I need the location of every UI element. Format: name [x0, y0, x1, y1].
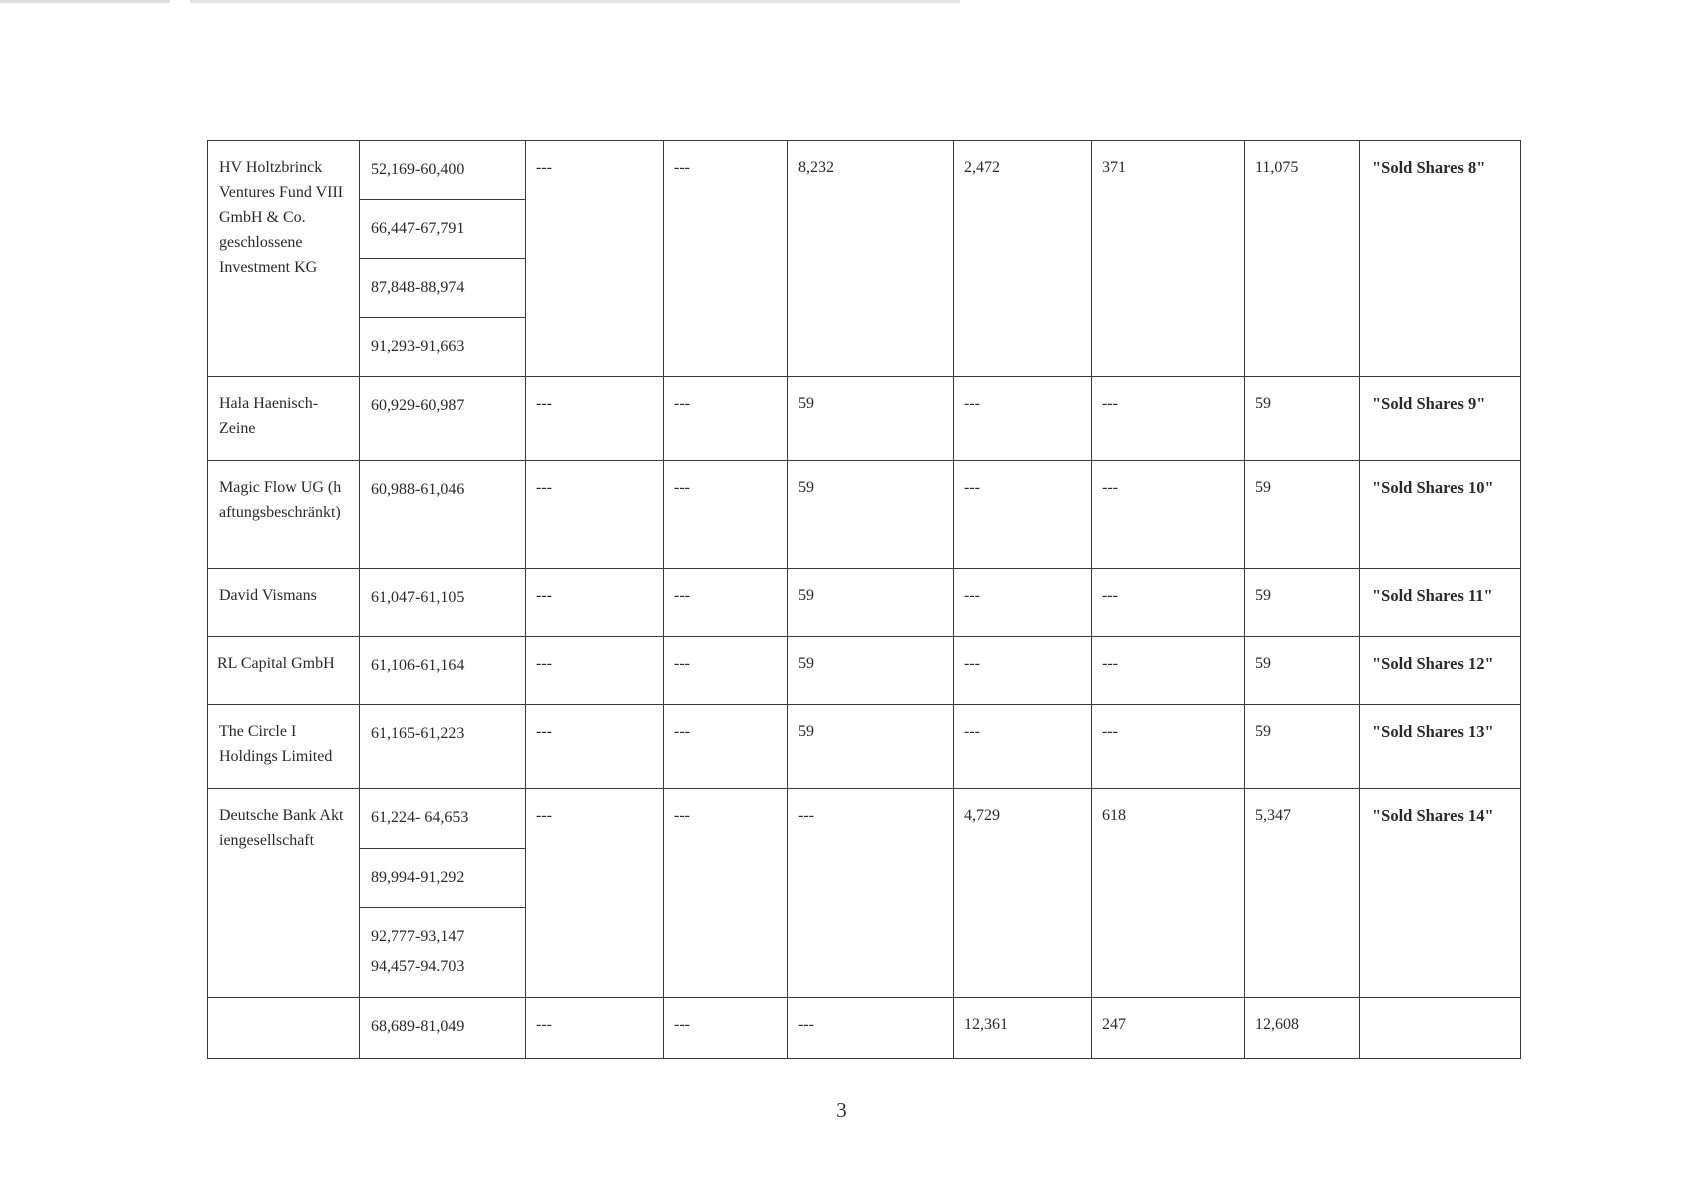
sold-shares-label: "Sold Shares 11"	[1372, 586, 1493, 605]
sold-shares-label: "Sold Shares 14"	[1372, 806, 1494, 825]
share-range: 61,106-61,164	[371, 657, 465, 674]
sold-shares-table	[207, 140, 1521, 1059]
value-cell	[788, 461, 954, 569]
value-cell	[954, 789, 1092, 998]
value: 59	[798, 723, 814, 740]
share-range: 66,447-67,791	[371, 220, 465, 237]
share-range-cell	[360, 849, 526, 908]
scan-edge	[0, 0, 960, 3]
value-cell	[526, 461, 664, 569]
table-row	[208, 789, 1521, 849]
value-cell	[1092, 461, 1245, 569]
value-cell	[1092, 569, 1245, 637]
value: 59	[798, 395, 814, 412]
total: 59	[1255, 395, 1271, 412]
shareholder-name: Hala Haenisch-Zeine	[219, 395, 319, 437]
value-cell	[664, 461, 788, 569]
value: 8,232	[798, 159, 834, 176]
total-cell	[1245, 141, 1360, 377]
share-range: 60,988-61,046	[371, 481, 465, 498]
total: 12,608	[1255, 1016, 1299, 1033]
sold-shares-label-cell	[1360, 789, 1521, 998]
value: ---	[674, 479, 690, 496]
value: ---	[536, 479, 552, 496]
total-cell	[1245, 637, 1360, 705]
value-cell	[954, 705, 1092, 789]
value: ---	[964, 655, 980, 672]
sold-shares-label-cell	[1360, 705, 1521, 789]
shareholder-name: David Vismans	[219, 587, 317, 604]
value: ---	[674, 587, 690, 604]
total: 5,347	[1255, 807, 1291, 824]
value: ---	[536, 587, 552, 604]
value: 12,361	[964, 1016, 1008, 1033]
value-cell	[526, 998, 664, 1059]
value-cell	[1092, 637, 1245, 705]
value-cell	[664, 377, 788, 461]
share-range: 52,169-60,400	[371, 161, 465, 178]
sold-shares-label-cell	[1360, 461, 1521, 569]
sold-shares-label-cell	[1360, 141, 1521, 377]
share-range-cell	[360, 998, 526, 1059]
value: 371	[1102, 159, 1126, 176]
share-range-cell	[360, 141, 526, 200]
share-range: 89,994-91,292	[371, 869, 465, 886]
share-range-cell	[360, 705, 526, 789]
table-row	[208, 141, 1521, 200]
share-range-cell	[360, 569, 526, 637]
share-range: 87,848-88,974	[371, 279, 465, 296]
value-cell	[788, 377, 954, 461]
sold-shares-label: "Sold Shares 8"	[1372, 158, 1486, 177]
value: 2,472	[964, 159, 1000, 176]
value-cell	[526, 637, 664, 705]
value: ---	[536, 395, 552, 412]
value: ---	[964, 587, 980, 604]
value-cell	[526, 569, 664, 637]
share-range-cell	[360, 637, 526, 705]
shareholder-name-cell	[208, 789, 360, 998]
value-cell	[954, 998, 1092, 1059]
share-range-cell	[360, 908, 526, 998]
shareholder-name-cell	[208, 377, 360, 461]
value-cell	[664, 705, 788, 789]
sold-shares-label: "Sold Shares 9"	[1372, 394, 1486, 413]
value: ---	[964, 395, 980, 412]
share-range: 61,224- 64,653	[371, 809, 469, 826]
total-cell	[1245, 377, 1360, 461]
share-range-cell	[360, 259, 526, 318]
value: ---	[798, 807, 814, 824]
total-cell	[1245, 461, 1360, 569]
table-row	[208, 637, 1521, 705]
sold-shares-label-cell	[1360, 569, 1521, 637]
share-range-cell	[360, 461, 526, 569]
shareholder-name: Deutsche Bank Aktiengesellschaft	[219, 807, 344, 849]
value-cell	[788, 998, 954, 1059]
value-cell	[664, 569, 788, 637]
value: ---	[674, 159, 690, 176]
table-row	[208, 998, 1521, 1059]
shareholder-name: The Circle I Holdings Limited	[219, 723, 333, 765]
value: ---	[536, 723, 552, 740]
share-range: 91,293-91,663	[371, 338, 465, 355]
value-cell	[664, 998, 788, 1059]
value-cell	[1092, 789, 1245, 998]
value-cell	[1092, 705, 1245, 789]
value-cell	[1092, 998, 1245, 1059]
value-cell	[954, 569, 1092, 637]
total-cell	[1245, 789, 1360, 998]
value-cell	[788, 569, 954, 637]
value-cell	[1092, 377, 1245, 461]
value: ---	[674, 655, 690, 672]
sold-shares-label	[1360, 998, 1520, 1022]
shareholder-name-cell	[208, 998, 360, 1059]
value-cell	[1092, 141, 1245, 377]
value: 4,729	[964, 807, 1000, 824]
total: 59	[1255, 587, 1271, 604]
value: 59	[798, 655, 814, 672]
share-range: 60,929-60,987	[371, 397, 465, 414]
shareholder-name-cell	[208, 141, 360, 377]
value: 618	[1102, 807, 1126, 824]
total: 11,075	[1255, 159, 1299, 176]
total-cell	[1245, 998, 1360, 1059]
value: ---	[1102, 479, 1118, 496]
sold-shares-label-cell	[1360, 998, 1521, 1059]
total: 59	[1255, 655, 1271, 672]
value: ---	[1102, 723, 1118, 740]
value-cell	[788, 705, 954, 789]
table-row	[208, 569, 1521, 637]
shareholder-name-cell	[208, 461, 360, 569]
value-cell	[664, 789, 788, 998]
value-cell	[954, 141, 1092, 377]
table-row	[208, 705, 1521, 789]
shareholder-name: Magic Flow UG (haftungsbeschränkt)	[219, 479, 342, 521]
value-cell	[664, 637, 788, 705]
value: ---	[674, 807, 690, 824]
total: 59	[1255, 723, 1271, 740]
shareholder-name: HV Holtzbrinck Ventures Fund VIII GmbH & Co. geschlossene Investment KG	[219, 159, 344, 276]
value: ---	[674, 1016, 690, 1033]
value: ---	[1102, 395, 1118, 412]
table-row	[208, 461, 1521, 569]
value: ---	[674, 395, 690, 412]
shareholder-name: RL Capital GmbH	[217, 655, 335, 672]
value: ---	[964, 723, 980, 740]
value: ---	[536, 1016, 552, 1033]
sold-shares-label: "Sold Shares 13"	[1372, 722, 1494, 741]
sold-shares-label-cell	[1360, 637, 1521, 705]
value: 59	[798, 479, 814, 496]
value: 59	[798, 587, 814, 604]
value-cell	[954, 461, 1092, 569]
share-range: 61,165-61,223	[371, 725, 465, 742]
shareholder-name-cell	[208, 705, 360, 789]
total-cell	[1245, 705, 1360, 789]
value-cell	[954, 377, 1092, 461]
share-range-cell	[360, 318, 526, 377]
shareholder-name-cell	[208, 569, 360, 637]
value-cell	[788, 141, 954, 377]
value: ---	[964, 479, 980, 496]
value: ---	[536, 807, 552, 824]
value-cell	[788, 789, 954, 998]
total: 59	[1255, 479, 1271, 496]
sold-shares-label-cell	[1360, 377, 1521, 461]
value: ---	[674, 723, 690, 740]
share-range: 92,777-93,147	[371, 928, 465, 945]
total-cell	[1245, 569, 1360, 637]
share-range: 68,689-81,049	[371, 1018, 465, 1035]
value-cell	[954, 637, 1092, 705]
value-cell	[664, 141, 788, 377]
value: ---	[536, 655, 552, 672]
share-range: 94,457-94.703	[371, 958, 465, 975]
share-range-cell	[360, 200, 526, 259]
sold-shares-label: "Sold Shares 12"	[1372, 654, 1494, 673]
value: ---	[536, 159, 552, 176]
shareholder-name-cell	[208, 637, 360, 705]
value-cell	[526, 705, 664, 789]
share-range: 61,047-61,105	[371, 589, 465, 606]
value: ---	[1102, 655, 1118, 672]
share-range-cell	[360, 377, 526, 461]
shareholder-name	[208, 998, 359, 1022]
value-cell	[526, 377, 664, 461]
value: ---	[1102, 587, 1118, 604]
table-row	[208, 377, 1521, 461]
sold-shares-label: "Sold Shares 10"	[1372, 478, 1494, 497]
value: 247	[1102, 1016, 1126, 1033]
value-cell	[526, 141, 664, 377]
value-cell	[788, 637, 954, 705]
value-cell	[526, 789, 664, 998]
value: ---	[798, 1016, 814, 1033]
share-range-cell	[360, 789, 526, 849]
page-number: 3	[836, 1098, 847, 1122]
